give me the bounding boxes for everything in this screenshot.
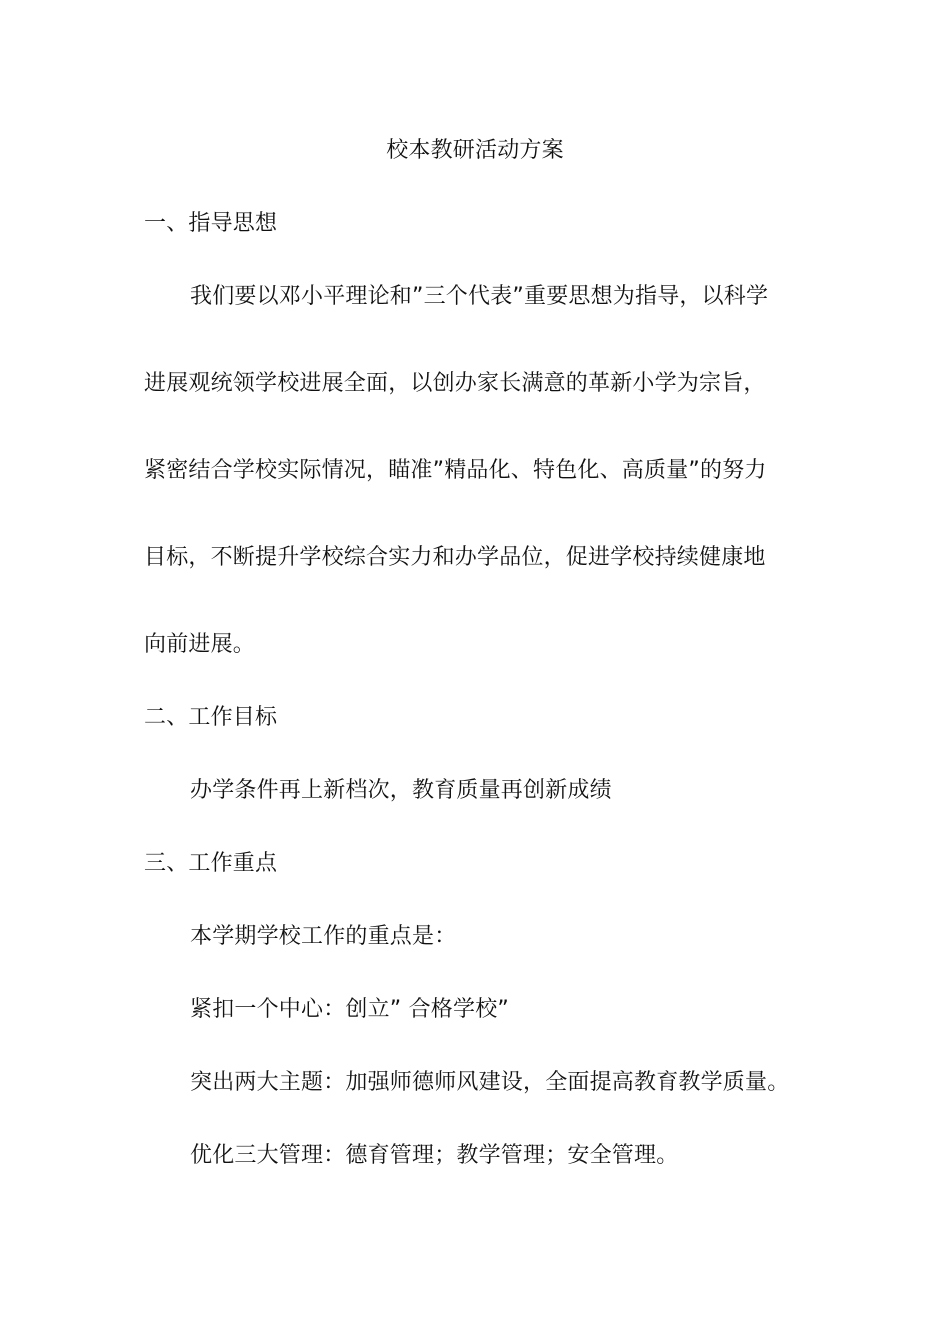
paragraph-line: 目标，不断提升学校综合实力和办学品位，促进学校持续健康地 <box>144 545 766 570</box>
paragraph-line: 优化三大管理：德育管理；教学管理；安全管理。 <box>190 1143 679 1168</box>
paragraph-line: 突出两大主题：加强师德师风建设，全面提高教育教学质量。 <box>190 1070 790 1095</box>
paragraph-line: 我们要以邓小平理论和”三个代表”重要思想为指导，以科学 <box>190 284 769 309</box>
paragraph-line: 进展观统领学校进展全面，以创办家长满意的革新小学为宗旨， <box>144 371 766 396</box>
document-title: 校本教研活动方案 <box>386 138 564 163</box>
paragraph-line: 向前进展。 <box>144 632 256 657</box>
section-heading-guiding-thought: 一、指导思想 <box>144 211 278 236</box>
paragraph-line: 本学期学校工作的重点是： <box>190 924 457 949</box>
section-heading-work-focus: 三、工作重点 <box>144 851 278 876</box>
paragraph-line: 紧密结合学校实际情况，瞄准”精品化、特色化、高质量”的努力 <box>144 458 767 483</box>
paragraph-line: 办学条件再上新档次，教育质量再创新成绩 <box>190 778 612 803</box>
section-heading-work-goals: 二、工作目标 <box>144 705 278 730</box>
paragraph-line: 紧扣一个中心：创立” 合格学校” <box>190 997 509 1022</box>
